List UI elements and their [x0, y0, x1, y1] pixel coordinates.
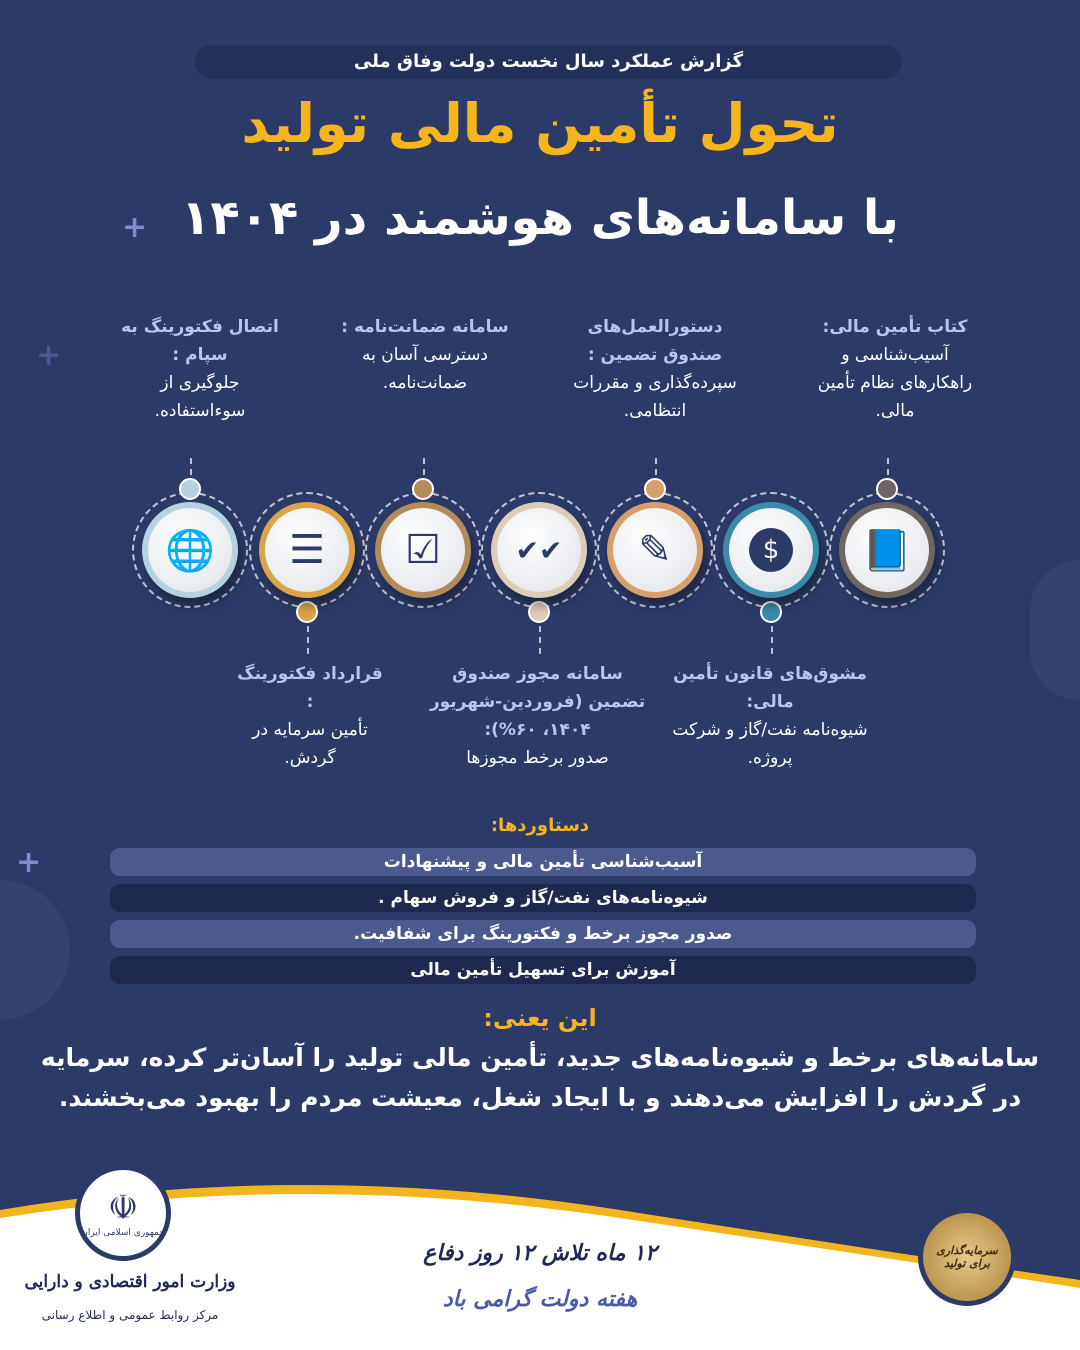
- book-icon: 📘: [862, 527, 912, 574]
- connector-dot: [876, 478, 898, 500]
- connector-dot: [528, 601, 550, 623]
- achievement-item: شیوه‌نامه‌های نفت/گاز و فروش سهام .: [110, 884, 976, 912]
- icon-circle: [491, 502, 587, 598]
- connector-dot: [644, 478, 666, 500]
- icon-circle: [259, 502, 355, 598]
- item-factoring-contract: [210, 660, 410, 772]
- connector-dot: [412, 478, 434, 500]
- government-week-slogan: هفته دولت گرامی باد: [442, 1286, 638, 1312]
- globe-cursor-icon: 🌐: [165, 527, 215, 574]
- summary-title: این یعنی:: [483, 1004, 597, 1032]
- plus-icon: +: [36, 338, 62, 373]
- page-title: تحول تأمین مالی تولید: [241, 92, 839, 155]
- document-edit-icon: ✎: [638, 527, 672, 573]
- achievement-item: صدور مجوز برخط و فکتورینگ برای شفافیت.: [110, 920, 976, 948]
- investment-for-production-logo: [918, 1208, 1016, 1306]
- emblem-text: جمهوری اسلامی ایران: [81, 1228, 165, 1238]
- ministry-name: وزارت امور اقتصادی و دارایی: [24, 1272, 236, 1292]
- item-title: مشوق‌های قانون تأمین مالی:: [673, 664, 867, 712]
- achievement-item: آسیب‌شناسی تأمین مالی و پیشنهادات: [110, 848, 976, 876]
- money-bag-icon: $: [749, 528, 793, 572]
- plus-icon: +: [122, 210, 148, 245]
- icon-circle: [723, 502, 819, 598]
- checklist-icon: ☑: [405, 527, 441, 573]
- logo-text: سرمایه‌گذاری برای تولید: [936, 1244, 998, 1270]
- item-title: سامانه ضمانت‌نامه :: [341, 317, 509, 337]
- item-factoring-link: [100, 313, 300, 425]
- bg-decoration: [0, 880, 70, 1020]
- bg-decoration: [1030, 560, 1080, 700]
- plus-icon: +: [16, 845, 42, 880]
- pr-center: مرکز روابط عمومی و اطلاع رسانی: [41, 1308, 219, 1322]
- emblem-icon: ☫: [107, 1188, 139, 1228]
- notepad-pencil-icon: ☰: [289, 527, 325, 573]
- double-check-icon: ✔✔: [515, 533, 563, 567]
- achievements-title: دستاوردها:: [490, 815, 590, 836]
- item-body: شیوه‌نامه نفت/گاز و شرکت پروژه.: [672, 720, 868, 768]
- connector-line: [307, 626, 309, 654]
- connector-dot: [760, 601, 782, 623]
- item-title: کتاب تأمین مالی:: [822, 317, 968, 337]
- item-body: تأمین سرمایه در گردش.: [252, 720, 368, 768]
- item-title: اتصال فکتورینگ به سپام :: [121, 317, 279, 365]
- connector-line: [539, 626, 541, 654]
- item-finance-book: [795, 313, 995, 425]
- icon-circle: [375, 502, 471, 598]
- page-subtitle: با سامانه‌های هوشمند در ۱۴۰۴: [181, 190, 899, 246]
- item-guarantee-fund: [555, 313, 755, 425]
- item-title: سامانه مجوز صندوق تضمین (فروردین-شهریور ۱۴۰۴، ۶۰%):: [429, 664, 646, 740]
- icon-circle: [607, 502, 703, 598]
- slogan: ۱۲ ماه تلاش ۱۲ روز دفاع: [423, 1240, 657, 1266]
- iran-emblem-logo: [75, 1165, 171, 1261]
- connector-dot: [179, 478, 201, 500]
- item-body: جلوگیری از سوءاستفاده.: [154, 373, 246, 421]
- icon-circle: [142, 502, 238, 598]
- item-incentives: [660, 660, 880, 772]
- item-license-system: [425, 660, 650, 772]
- item-guarantee-system: [325, 313, 525, 397]
- item-title: دستورالعمل‌های صندوق تضمین :: [587, 317, 723, 365]
- item-body: سپرده‌گذاری و مقررات انتظامی.: [573, 373, 737, 421]
- item-body: صدور برخط مجوزها: [466, 748, 609, 768]
- item-title: قرارداد فکتورینگ :: [237, 664, 383, 712]
- achievement-item: آموزش برای تسهیل تأمین مالی: [110, 956, 976, 984]
- item-body: دسترسی آسان به ضمانت‌نامه.: [361, 345, 489, 393]
- connector-line: [771, 626, 773, 654]
- summary-text: سامانه‌های برخط و شیوه‌نامه‌های جدید، تأمین مالی تولید را آسان‌تر کرده، سرمایه در گردش را افزایش می‌دهند و با ایجاد شغل، معیشت مردم را بهبود می‌بخشند.: [40, 1043, 1040, 1112]
- report-label: گزارش عملکرد سال نخست دولت وفاق ملی: [195, 45, 902, 79]
- connector-dot: [296, 601, 318, 623]
- item-body: آسیب‌شناسی و راهکارهای نظام تأمین مالی.: [817, 345, 973, 421]
- icon-circle: [839, 502, 935, 598]
